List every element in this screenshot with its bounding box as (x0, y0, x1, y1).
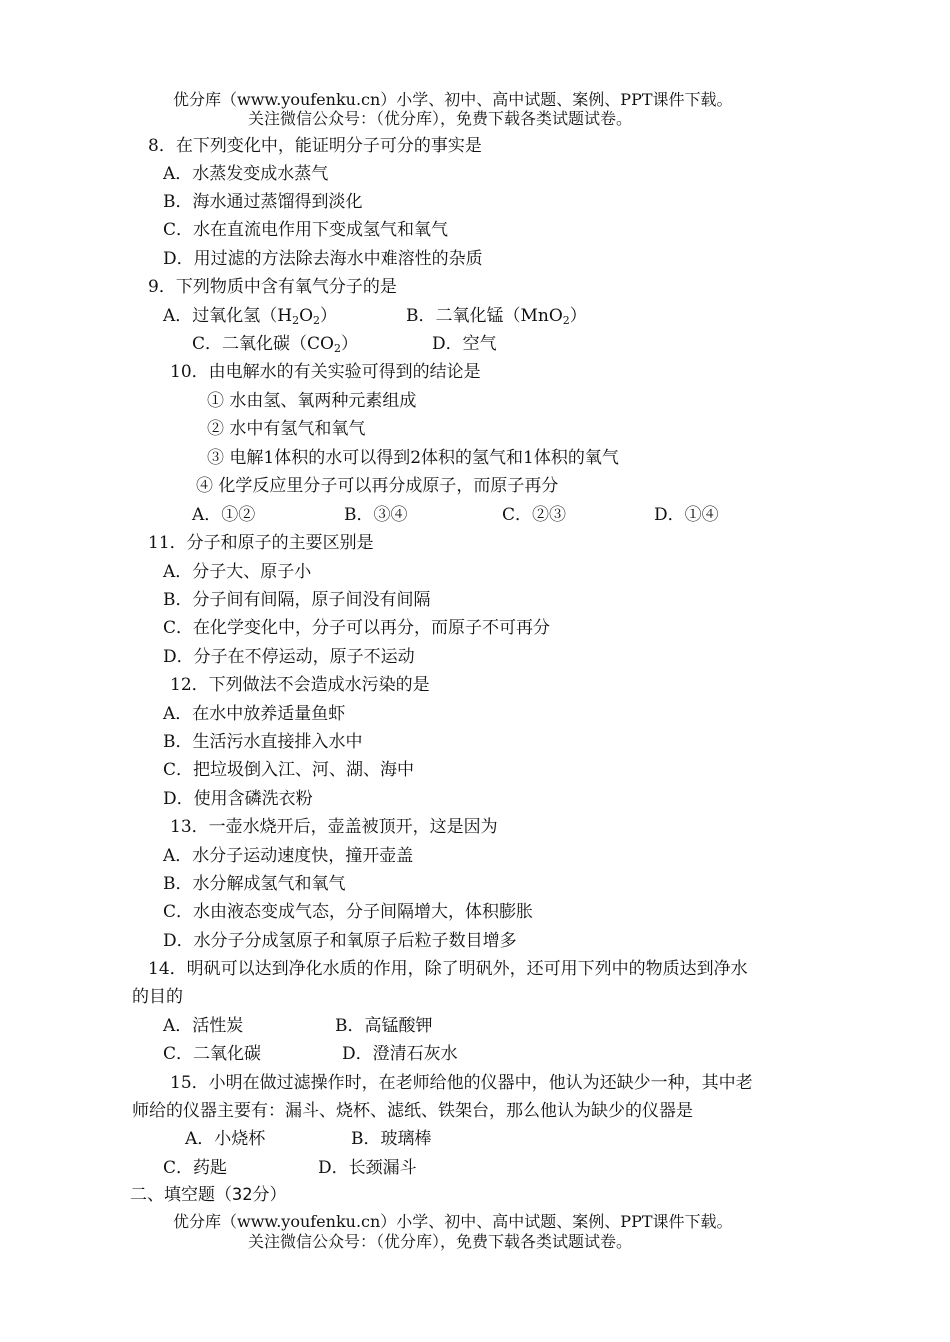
question-9-option-a (163, 305, 337, 327)
question-10-statement-1: ① 水由氢、氧两种元素组成 (207, 391, 417, 411)
question-10-option-b: B．③④ (344, 505, 408, 525)
footer-line-1: 优分库（www.youfenku.cn）小学、初中、高中试题、案例、PPT课件下载。 (173, 1212, 733, 1231)
question-15-option-c: C．药匙 (163, 1158, 228, 1178)
question-10-statement-4: ④ 化学反应里分子可以再分成原子，而原子再分 (196, 476, 559, 496)
question-14-option-d: D．澄清石灰水 (342, 1044, 458, 1064)
question-11-stem: 11．分子和原子的主要区别是 (148, 533, 374, 553)
question-8-stem: 8．在下列变化中，能证明分子可分的事实是 (148, 136, 482, 156)
q9-a-sub1: 2 (292, 314, 300, 327)
question-15-option-a: A．小烧杯 (185, 1129, 266, 1149)
question-15-stem-line-2: 师给的仪器主要有：漏斗、烧杯、滤纸、铁架台，那么他认为缺少的仪器是 (132, 1101, 693, 1121)
question-10-option-d: D．①④ (654, 505, 719, 525)
q9-a-mid: O (299, 306, 314, 326)
question-10-statement-2: ② 水中有氢气和氧气 (207, 419, 366, 439)
question-14-option-c: C．二氧化碳 (163, 1044, 262, 1064)
question-11-option-b: B．分子间有间隔，原子间没有间隔 (163, 590, 431, 610)
question-13-stem: 13．一壶水烧开后，壶盖被顶开，这是因为 (170, 817, 498, 837)
question-12-option-a: A．在水中放养适量鱼虾 (163, 704, 346, 724)
question-10-statement-3: ③ 电解1体积的水可以得到2体积的氢气和1体积的氧气 (207, 448, 619, 468)
question-12-stem: 12．下列做法不会造成水污染的是 (170, 675, 430, 695)
section-2-title: 二、填空题（32分） (130, 1185, 287, 1205)
question-10-option-c: C．②③ (502, 505, 567, 525)
question-9-option-c (192, 333, 358, 355)
question-11-option-c: C．在化学变化中，分子可以再分，而原子不可再分 (163, 618, 551, 638)
q9-b-post: ） (569, 306, 587, 326)
question-8-option-d: D．用过滤的方法除去海水中难溶性的杂质 (163, 249, 483, 269)
question-12-option-d: D．使用含磷洗衣粉 (163, 789, 313, 809)
question-8-option-b: B．海水通过蒸馏得到淡化 (163, 192, 363, 212)
footer-line-2: 关注微信公众号：（优分库），免费下载各类试题试卷。 (248, 1232, 633, 1251)
question-11-option-a: A．分子大、原子小 (163, 562, 312, 582)
q9-c-pre: C．二氧化碳（CO (192, 334, 334, 354)
question-14-option-a: A．活性炭 (163, 1016, 244, 1036)
question-9-stem: 9．下列物质中含有氧气分子的是 (148, 277, 397, 297)
question-9-option-b (406, 305, 587, 327)
question-15-stem-line-1: 15．小明在做过滤操作时，在老师给他的仪器中，他认为还缺少一种，其中老 (170, 1073, 753, 1093)
q9-b-sub1: 2 (562, 314, 570, 327)
question-15-option-b: B．玻璃棒 (351, 1129, 432, 1149)
question-12-option-c: C．把垃圾倒入江、河、湖、海中 (163, 760, 415, 780)
header-line-1: 优分库（www.youfenku.cn）小学、初中、高中试题、案例、PPT课件下载。 (173, 90, 733, 109)
q9-b-pre: B．二氧化锰（MnO (406, 306, 563, 326)
question-14-stem-line-1: 14．明矾可以达到净化水质的作用，除了明矾外，还可用下列中的物质达到净水 (148, 959, 748, 979)
question-9-option-d: D．空气 (432, 334, 497, 354)
q9-a-sub2: 2 (313, 314, 321, 327)
question-8-option-a: A．水蒸发变成水蒸气 (163, 164, 329, 184)
question-13-option-c: C．水由液态变成气态，分子间隔增大，体积膨胀 (163, 902, 534, 922)
q9-a-post: ） (320, 306, 338, 326)
question-10-option-a: A．①② (192, 505, 256, 525)
q9-a-pre: A．过氧化氢（H (163, 306, 293, 326)
q9-c-sub1: 2 (333, 342, 341, 355)
question-14-stem-line-2: 的目的 (132, 987, 183, 1007)
question-13-option-a: A．水分子运动速度快，撞开壶盖 (163, 846, 414, 866)
question-13-option-d: D．水分子分成氢原子和氧原子后粒子数目增多 (163, 931, 517, 951)
question-12-option-b: B．生活污水直接排入水中 (163, 732, 363, 752)
q9-c-post: ） (340, 334, 358, 354)
question-14-option-b: B．高锰酸钾 (335, 1016, 433, 1036)
question-8-option-c: C．水在直流电作用下变成氢气和氧气 (163, 220, 449, 240)
question-13-option-b: B．水分解成氢气和氧气 (163, 874, 346, 894)
question-10-stem: 10．由电解水的有关实验可得到的结论是 (170, 362, 481, 382)
question-15-option-d: D．长颈漏斗 (318, 1158, 417, 1178)
header-line-2: 关注微信公众号：（优分库），免费下载各类试题试卷。 (248, 109, 633, 128)
question-11-option-d: D．分子在不停运动，原子不运动 (163, 647, 415, 667)
